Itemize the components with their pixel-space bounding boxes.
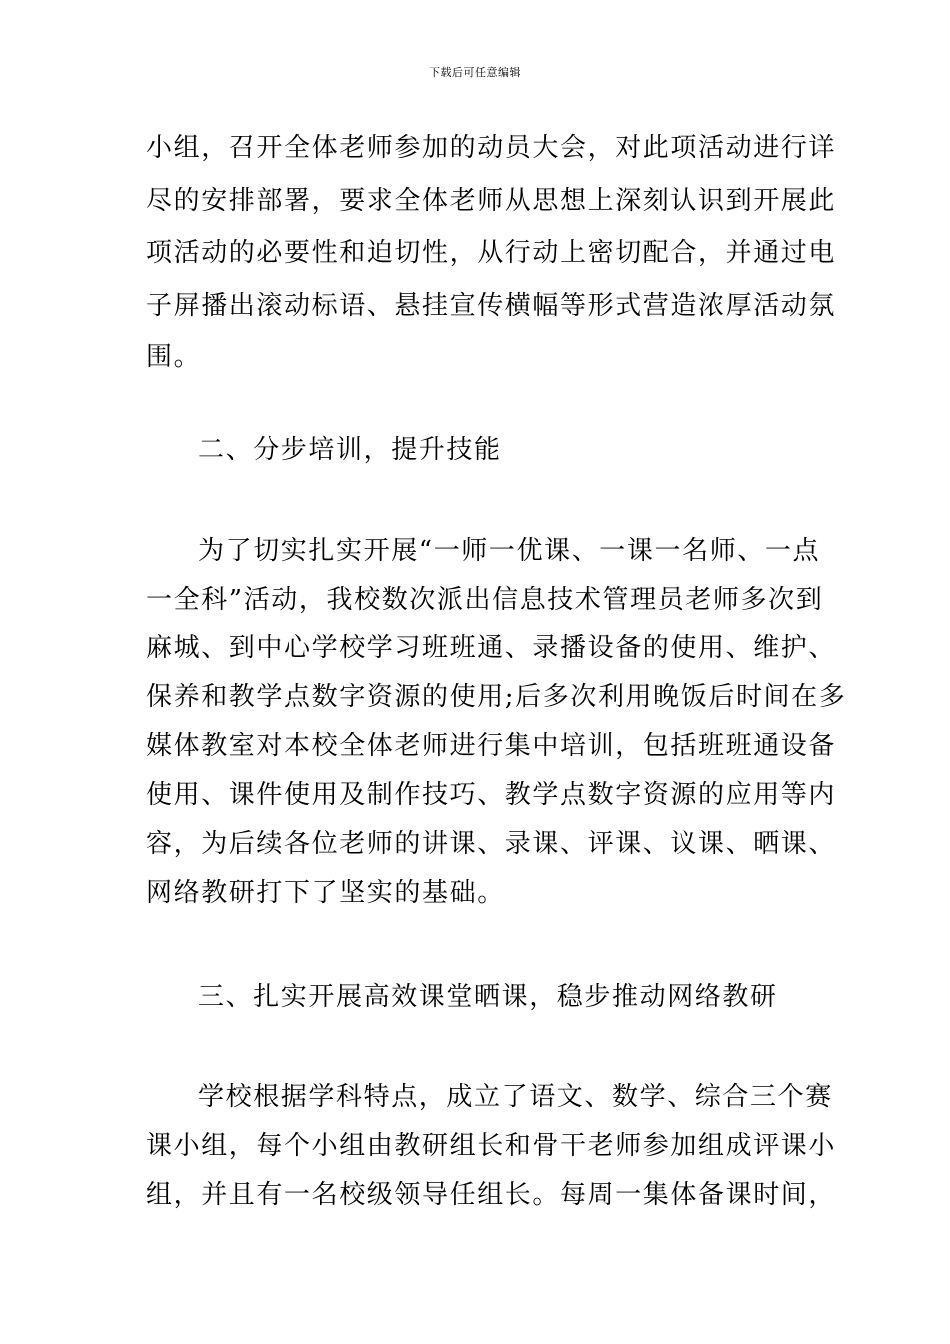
paragraph-2-line-8: 网络教研打下了坚实的基础。	[146, 878, 505, 908]
paragraph-2-line-1: 为了切实扎实开展“一师一优课、一课一名师、一点	[198, 536, 821, 566]
paragraph-1-line-3: 项活动的必要性和迫切性，从行动上密切配合，并通过电	[146, 238, 837, 268]
page-header: 下载后可任意编辑	[429, 66, 521, 79]
paragraph-2-line-3: 麻城、到中心学校学习班班通、录播设备的使用、维护、	[146, 633, 837, 663]
paragraph-3-line-2: 课小组，每个小组由教研组长和骨干老师参加组成评课小	[146, 1131, 837, 1161]
paragraph-1-line-4: 子屏播出滚动标语、悬挂宣传横幅等形式营造浓厚活动氛	[146, 291, 837, 321]
paragraph-2-line-4: 保养和教学点数字资源的使用;后多次利用晚饭后时间在多	[146, 682, 847, 712]
paragraph-1-line-5: 围。	[146, 342, 202, 372]
paragraph-2-line-2: 一全科”活动，我校数次派出信息技术管理员老师多次到	[146, 585, 824, 615]
paragraph-3-line-1: 学校根据学科特点，成立了语文、数学、综合三个赛	[198, 1082, 833, 1112]
paragraph-1-line-2: 尽的安排部署，要求全体老师从思想上深刻认识到开展此	[146, 186, 837, 216]
paragraph-1-line-1: 小组，召开全体老师参加的动员大会，对此项活动进行详	[146, 133, 837, 163]
paragraph-2-line-5: 媒体教室对本校全体老师进行集中培训，包括班班通设备	[146, 731, 837, 761]
paragraph-2-line-6: 使用、课件使用及制作技巧、教学点数字资源的应用等内	[146, 780, 837, 810]
paragraph-3-line-3: 组，并且有一名校级领导任组长。每周一集体备课时间，	[146, 1180, 837, 1210]
section-heading-3: 三、扎实开展高效课堂晒课，稳步推动网络教研	[198, 982, 778, 1012]
section-heading-2: 二、分步培训，提升技能	[198, 435, 502, 465]
paragraph-2-line-7: 容，为后续各位老师的讲课、录课、评课、议课、晒课、	[146, 829, 837, 859]
